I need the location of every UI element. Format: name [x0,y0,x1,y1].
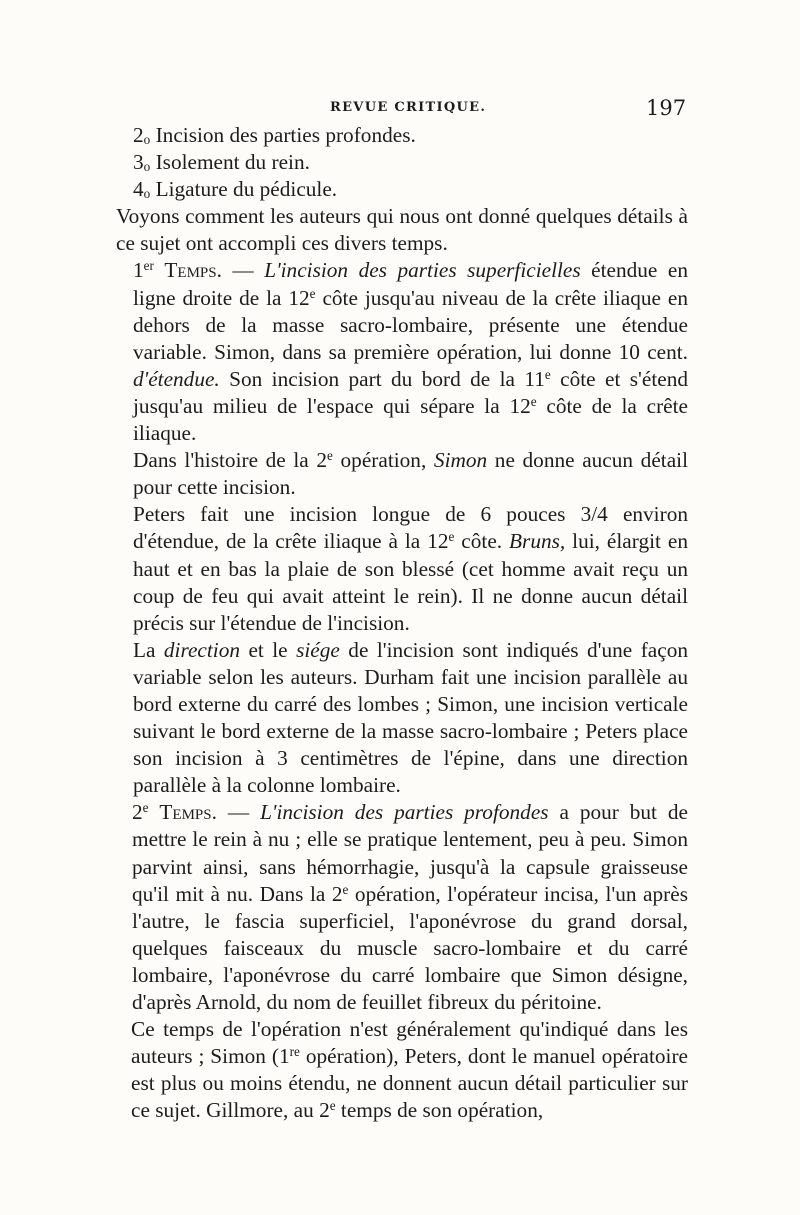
paragraph-direction: La direction et le siége de l'incision sont indiqués d'une façon variable selon les auteurs. Durham fait une incision parallèle au bord externe du carré des lombes ; Simon, une incision verticale suivant le bord externe de la masse sacro-lombaire ; Peters place son incision à 3 centimètres de l'épine, dans une direction parallèle à la colonne lombaire. [133,637,688,798]
paragraph-peters: Peters fait une incision longue de 6 pouces 3/4 environ d'étendue, de la crête iliaque à la 12e côte. Bruns, lui, élargit en haut et en bas la plaie de son blessé (cet homme avait reçu un coup de feu qui avait atteint le rein). Il ne donne aucun détail précis sur l'étendue de l'incision. [133,502,688,635]
paragraph-deuxieme-temps: 2e Temps. — L'incision des parties profondes a pour but de mettre le rein à nu ; elle se pratique lentement, peu à peu. Simon parvint ainsi, sans hémorrhagie, jusqu'à la capsule graisseuse qu'il mit à nu. Dans la 2e opération, l'opérateur incisa, l'un après l'autre, le fascia superficiel, l'aponévrose du grand dorsal, quelques faisceaux du muscle sacro-lombaire et du carré lombaire, l'aponévrose du carré lombaire que Simon désigne, d'après Arnold, du nom de feuillet fibreux du péritoine. [132,800,688,1014]
list-item: 4o Ligature du pédicule. [133,177,338,202]
list-item: 2o Incision des parties profondes. [133,123,416,147]
page-number: 197 [646,96,687,120]
paragraph-voyons: Voyons comment les auteurs qui nous ont donné quelques détails à ce sujet ont accompli ces divers temps. [116,204,688,256]
list-item: 3o Isolement du rein. [133,150,310,175]
running-title: REVUE CRITIQUE. [330,100,487,115]
running-head [0,96,800,120]
paragraph-premier-temps: 1er Temps. — L'incision des parties superficielles étendue en ligne droite de la 12e côte jusqu'au niveau de la crête iliaque en dehors de la masse sacro-lombaire, présente une étendue variable. Simon, dans sa première opération, lui donne 10 cent. d'étendue. Son incision part du bord de la 11e côte et s'étend jusqu'au milieu de l'espace qui sépare la 12e côte de la crête iliaque. [133,258,689,446]
paragraph-histoire: Dans l'histoire de la 2e opération, Simon ne donne aucun détail pour cette incision. [133,447,688,500]
paragraph-ce-temps: Ce temps de l'opération n'est généralement qu'indiqué dans les auteurs ; Simon (1re opération), Peters, dont le manuel opératoire est plus ou moins étendu, ne donnent aucun détail particulier sur ce sujet. Gillmore, au 2e temps de son opération, [131,1017,688,1123]
body-text [116,122,688,1124]
